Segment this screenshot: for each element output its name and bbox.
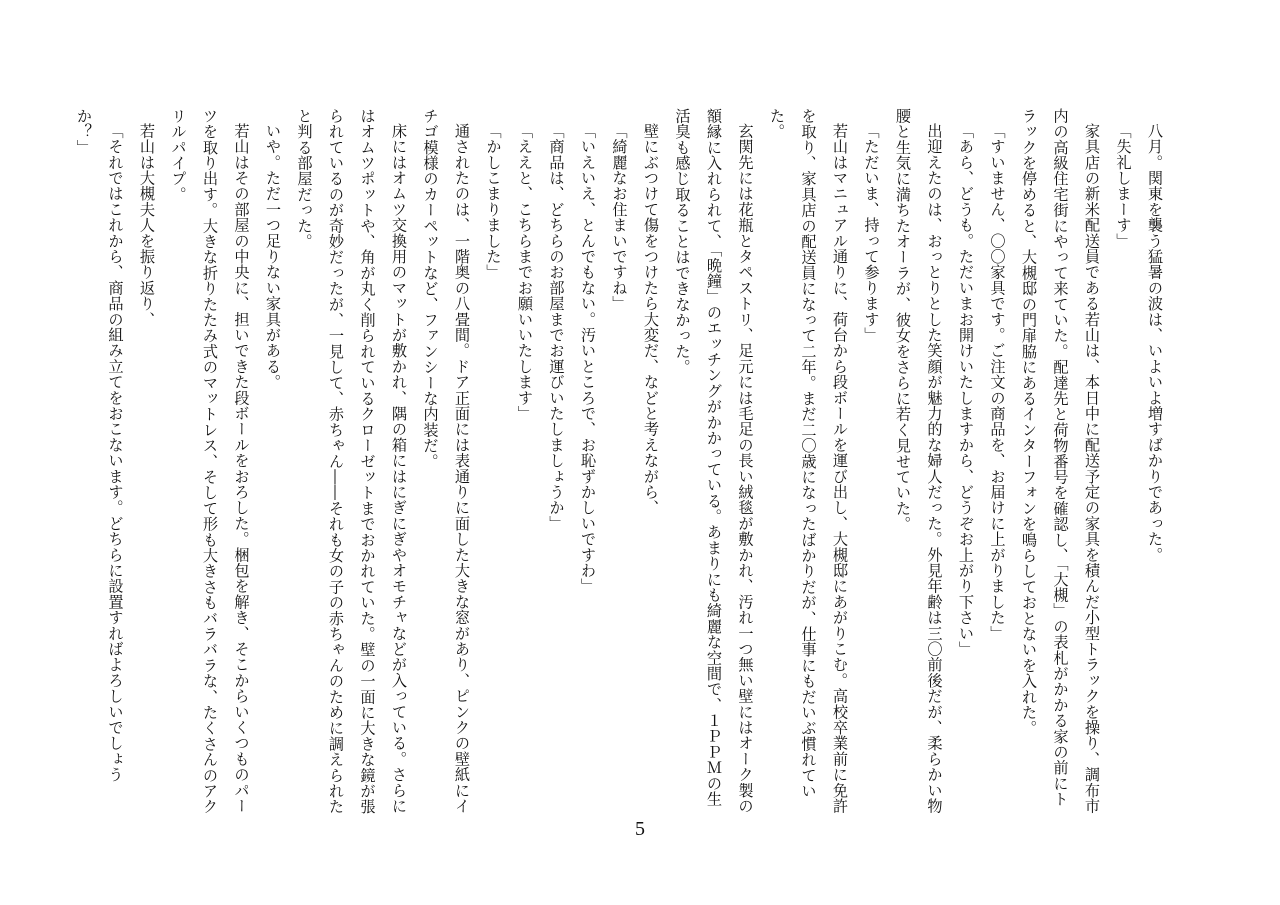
paragraph: 若山はマニュアル通りに、荷台から段ボールを運び出し、大槻邸にあがりこむ。高校卒業前に免許を取り、家具店の配送員になって二年。まだ二〇歳になったばかりだが、仕事にもだいぶ慣れていた。 bbox=[768, 108, 849, 814]
paragraph: 床にはオムツ交換用のマットが敷かれ、隅の箱にはにぎにぎやオモチャなどが入っている。さらにはオムツポットや、角が丸く削られているクローゼットまでおかれていた。壁の一面に大きな鏡が張られているのが奇妙だったが、一見して、赤ちゃん――それも女の子の赤ちゃんのために調えられたと判る部屋だった。 bbox=[295, 108, 408, 815]
paragraph: 「ただいま、持って参ります」 bbox=[862, 123, 881, 343]
paragraph: 「あら、どうも。ただいまお開けいたしますから、どうぞお上がり下さい」 bbox=[957, 123, 975, 657]
paragraph: 「商品は、どちらのお部屋までお運びいたしましょうか」 bbox=[547, 123, 566, 532]
paragraph: 壁にぶつけて傷をつけたら大変だ、などと考えながら、 bbox=[642, 123, 660, 516]
paragraph: 「いえいえ、とんでもない。汚いところで、お恥ずかしいですわ」 bbox=[579, 123, 597, 595]
paragraph: 玄関先には花瓶とタペストリ、足元には毛足の長い絨毯が敷かれ、汚れ一つ無い壁にはオーク製の額縁に入れられて、「晩鐘」のエッチングがかかっている。あまりにも綺麗な空間で、１ＰＰＭの生活臭も感じ取ることはできなかった。 bbox=[673, 108, 755, 814]
paragraph: 通されたのは、一階奥の八畳間。ドア正面には表通りに面した大きな窓があり、ピンクの壁紙にイチゴ模様のカーペットなど、ファンシーな内装だ。 bbox=[421, 108, 471, 814]
paragraph: 「失礼しまーす」 bbox=[1114, 123, 1133, 249]
paragraph: 「それではこれから、商品の組み立てをおこないます。どちらに設置すればよろしいでしょうか？」 bbox=[75, 108, 125, 783]
paragraph: 「綺麗なお住まいですね」 bbox=[610, 123, 629, 312]
paragraph: 若山はその部屋の中央に、担いできた段ボールをおろした。梱包を解き、そこからいくつものパーツを取り出す。大きな折りたたみ式のマットレス、そして形も大きさもバラバラな、たくさんのアクリルパイプ。 bbox=[169, 108, 251, 815]
paragraph: 家具店の新米配送員である若山は、本日中に配送予定の家具を積んだ小型トラックを操り、調布市内の高級住宅街にやって来ていた。配達先と荷物番号を確認し、「大槻」の表札がかかる家の前にトラックを停めると、大槻邸の門扉脇にあるインターフォンを鳴らしておとないを入れた。 bbox=[1020, 108, 1101, 814]
paragraph: 「かしこまりました」 bbox=[484, 123, 503, 281]
page-number: 5 bbox=[635, 818, 645, 840]
paragraph: いや。ただ一つ足りない家具がある。 bbox=[264, 123, 282, 391]
paragraph: 出迎えたのは、おっとりとした笑顔が魅力的な婦人だった。外見年齢は三〇前後だが、柔らかい物腰と生気に満ちたオーラが、彼女をさらに若く見せていた。 bbox=[894, 108, 944, 814]
paragraph: 「すいません、〇〇家具です。ご注文の商品を、お届けに上がりました」 bbox=[988, 123, 1007, 642]
paragraph: 若山は大槻夫人を振り返り、 bbox=[138, 123, 156, 328]
vertical-text-body bbox=[75, 108, 1170, 820]
paragraph: 八月。関東を襲う猛暑の波は、いよいよ増すばかりであった。 bbox=[1146, 123, 1164, 563]
paragraph: 「ええと、こちらまでお願いいたします」 bbox=[516, 123, 534, 422]
